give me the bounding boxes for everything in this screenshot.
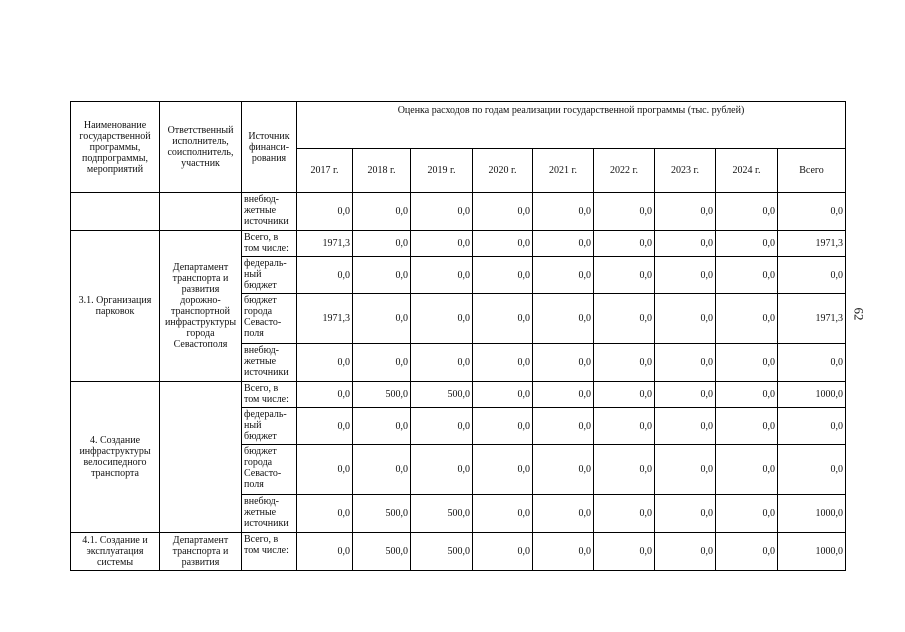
year-value-cell: 0,0 <box>533 257 594 294</box>
year-value-cell: 0,0 <box>655 344 716 382</box>
year-value-cell: 1971,3 <box>297 231 353 257</box>
year-value-cell: 0,0 <box>716 445 778 495</box>
header-responsible-column: Ответственный исполнитель, соисполнитель, участник <box>160 102 242 193</box>
total-value-cell: 0,0 <box>778 344 846 382</box>
year-value-cell: 0,0 <box>411 445 473 495</box>
source-cell: федераль-ный бюджет <box>242 257 297 294</box>
table-row <box>71 231 846 257</box>
year-value-cell: 0,0 <box>473 408 533 445</box>
year-value-cell: 0,0 <box>655 294 716 344</box>
header-year: Всего <box>778 149 846 193</box>
header-year: 2023 г. <box>655 149 716 193</box>
year-value-cell: 0,0 <box>716 193 778 231</box>
program-name-cell: 4. Создание инфраструктуры велосипедного транспорта <box>71 382 160 533</box>
year-value-cell: 0,0 <box>411 231 473 257</box>
year-value-cell: 0,0 <box>297 257 353 294</box>
source-cell: внебюд-жетные источники <box>242 193 297 231</box>
year-value-cell: 0,0 <box>716 231 778 257</box>
program-name-cell <box>71 193 160 231</box>
year-value-cell: 0,0 <box>473 193 533 231</box>
year-value-cell: 0,0 <box>533 495 594 533</box>
year-value-cell: 0,0 <box>594 445 655 495</box>
year-value-cell: 0,0 <box>533 408 594 445</box>
year-value-cell: 0,0 <box>411 193 473 231</box>
total-value-cell: 1000,0 <box>778 495 846 533</box>
year-value-cell: 0,0 <box>533 445 594 495</box>
year-value-cell: 0,0 <box>655 382 716 408</box>
total-value-cell: 0,0 <box>778 193 846 231</box>
table-row <box>71 382 846 408</box>
total-value-cell: 1971,3 <box>778 294 846 344</box>
program-name-cell: 3.1. Организация парковок <box>71 231 160 382</box>
year-value-cell: 500,0 <box>411 495 473 533</box>
year-value-cell: 0,0 <box>594 193 655 231</box>
header-estimate-title: Оценка расходов по годам реализации государственной программы (тыс. рублей) <box>297 102 846 149</box>
source-cell: бюджет города Севасто-поля <box>242 294 297 344</box>
header-name-column: Наименование государственной программы, подпрограммы, мероприятий <box>71 102 160 193</box>
year-value-cell: 0,0 <box>594 495 655 533</box>
year-value-cell: 0,0 <box>716 408 778 445</box>
year-value-cell: 0,0 <box>297 408 353 445</box>
year-value-cell: 0,0 <box>716 495 778 533</box>
year-value-cell: 0,0 <box>655 495 716 533</box>
year-value-cell: 0,0 <box>473 231 533 257</box>
year-value-cell: 0,0 <box>655 445 716 495</box>
header-year: 2022 г. <box>594 149 655 193</box>
year-value-cell: 0,0 <box>353 193 411 231</box>
year-value-cell: 0,0 <box>297 495 353 533</box>
year-value-cell: 0,0 <box>353 294 411 344</box>
responsible-cell: Департамент транспорта и развития дорожно-транспортной инфраструктуры города Севастополя <box>160 231 242 382</box>
year-value-cell: 0,0 <box>473 257 533 294</box>
year-value-cell: 0,0 <box>411 408 473 445</box>
header-year: 2020 г. <box>473 149 533 193</box>
source-cell: федераль-ный бюджет <box>242 408 297 445</box>
total-value-cell: 1000,0 <box>778 533 846 571</box>
total-value-cell: 0,0 <box>778 257 846 294</box>
year-value-cell: 0,0 <box>655 408 716 445</box>
year-value-cell: 1971,3 <box>297 294 353 344</box>
year-value-cell: 0,0 <box>533 382 594 408</box>
year-value-cell: 0,0 <box>533 344 594 382</box>
year-value-cell: 0,0 <box>297 533 353 571</box>
year-value-cell: 0,0 <box>716 294 778 344</box>
year-value-cell: 500,0 <box>411 533 473 571</box>
year-value-cell: 0,0 <box>533 294 594 344</box>
total-value-cell: 1000,0 <box>778 382 846 408</box>
year-value-cell: 0,0 <box>473 495 533 533</box>
year-value-cell: 0,0 <box>473 294 533 344</box>
year-value-cell: 0,0 <box>594 344 655 382</box>
source-cell: внебюд-жетные источники <box>242 344 297 382</box>
year-value-cell: 0,0 <box>594 533 655 571</box>
year-value-cell: 0,0 <box>411 257 473 294</box>
year-value-cell: 0,0 <box>353 408 411 445</box>
source-cell: внебюд-жетные источники <box>242 495 297 533</box>
year-value-cell: 0,0 <box>716 382 778 408</box>
year-value-cell: 0,0 <box>716 533 778 571</box>
year-value-cell: 0,0 <box>353 445 411 495</box>
header-year: 2021 г. <box>533 149 594 193</box>
year-value-cell: 0,0 <box>297 344 353 382</box>
page-number: 62 <box>851 307 867 321</box>
year-value-cell: 500,0 <box>411 382 473 408</box>
year-value-cell: 0,0 <box>716 344 778 382</box>
year-value-cell: 0,0 <box>594 408 655 445</box>
year-value-cell: 0,0 <box>655 231 716 257</box>
source-cell: Всего, в том числе: <box>242 382 297 408</box>
year-value-cell: 0,0 <box>594 294 655 344</box>
year-value-cell: 0,0 <box>533 193 594 231</box>
source-cell: Всего, в том числе: <box>242 533 297 571</box>
year-value-cell: 0,0 <box>655 257 716 294</box>
header-year: 2018 г. <box>353 149 411 193</box>
year-value-cell: 0,0 <box>594 382 655 408</box>
year-value-cell: 0,0 <box>353 231 411 257</box>
year-value-cell: 0,0 <box>411 344 473 382</box>
year-value-cell: 0,0 <box>297 193 353 231</box>
year-value-cell: 0,0 <box>473 382 533 408</box>
year-value-cell: 500,0 <box>353 382 411 408</box>
responsible-cell <box>160 193 242 231</box>
budget-table <box>70 101 846 571</box>
year-value-cell: 0,0 <box>353 257 411 294</box>
responsible-cell <box>160 382 242 533</box>
table-row <box>71 193 846 231</box>
year-value-cell: 0,0 <box>533 533 594 571</box>
program-name-cell: 4.1. Создание и эксплуатация системы <box>71 533 160 571</box>
total-value-cell: 0,0 <box>778 408 846 445</box>
header-year: 2019 г. <box>411 149 473 193</box>
header-year: 2017 г. <box>297 149 353 193</box>
year-value-cell: 0,0 <box>473 445 533 495</box>
total-value-cell: 1971,3 <box>778 231 846 257</box>
year-value-cell: 0,0 <box>411 294 473 344</box>
year-value-cell: 0,0 <box>594 257 655 294</box>
year-value-cell: 0,0 <box>716 257 778 294</box>
year-value-cell: 500,0 <box>353 533 411 571</box>
year-value-cell: 0,0 <box>473 533 533 571</box>
header-source-column: Источник финанси-рования <box>242 102 297 193</box>
year-value-cell: 0,0 <box>473 344 533 382</box>
source-cell: Всего, в том числе: <box>242 231 297 257</box>
source-cell: бюджет города Севасто-поля <box>242 445 297 495</box>
year-value-cell: 500,0 <box>353 495 411 533</box>
year-value-cell: 0,0 <box>297 382 353 408</box>
table-row <box>71 533 846 571</box>
year-value-cell: 0,0 <box>353 344 411 382</box>
year-value-cell: 0,0 <box>655 193 716 231</box>
header-year: 2024 г. <box>716 149 778 193</box>
year-value-cell: 0,0 <box>533 231 594 257</box>
responsible-cell: Департамент транспорта и развития <box>160 533 242 571</box>
year-value-cell: 0,0 <box>655 533 716 571</box>
year-value-cell: 0,0 <box>594 231 655 257</box>
year-value-cell: 0,0 <box>297 445 353 495</box>
total-value-cell: 0,0 <box>778 445 846 495</box>
